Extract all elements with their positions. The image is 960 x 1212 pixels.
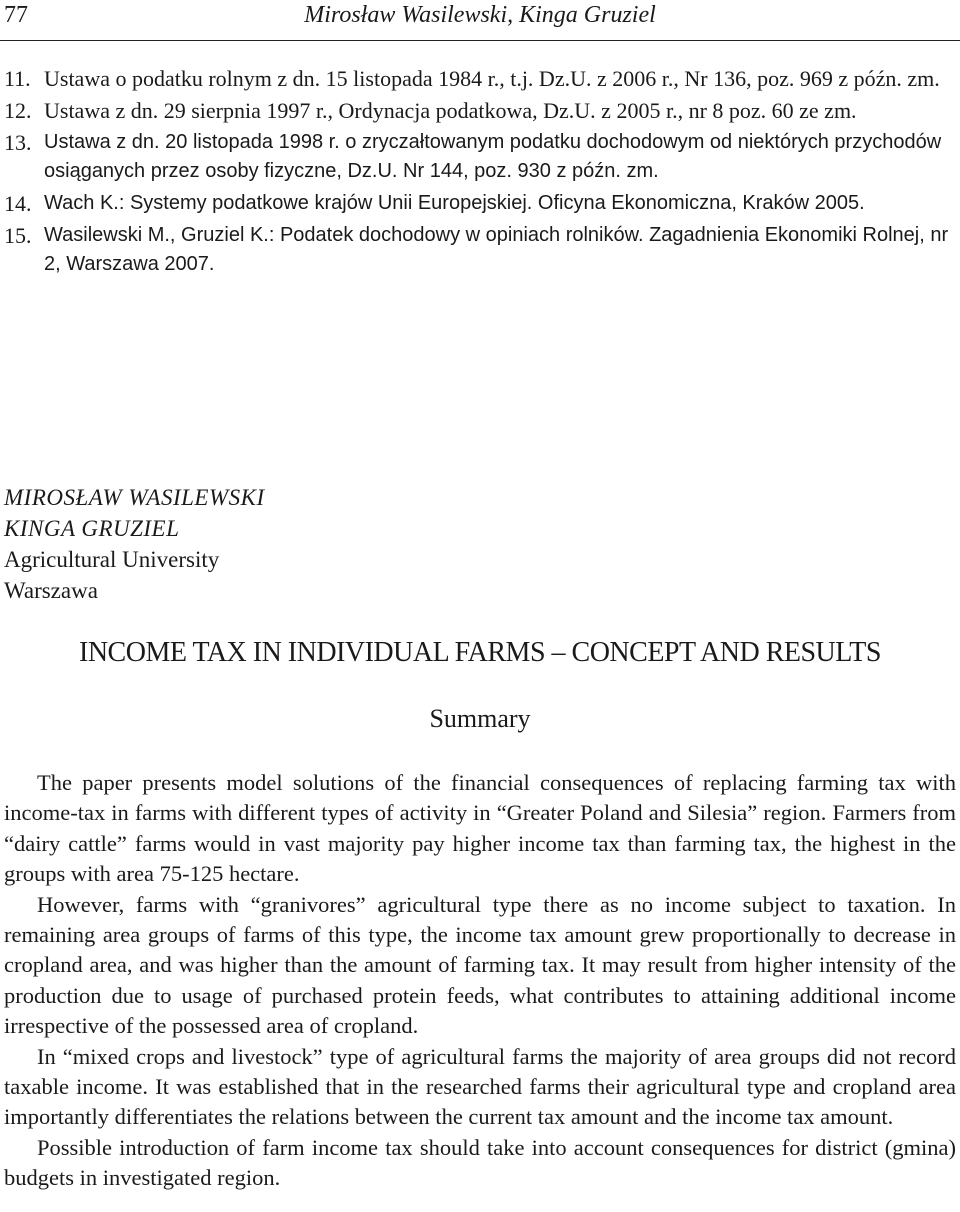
author-name: KINGA GRUZIEL <box>4 516 180 541</box>
reference-item <box>4 221 956 279</box>
reference-number: 15. <box>4 223 32 248</box>
summary-body <box>4 768 956 1194</box>
page-number: 77 <box>4 2 28 28</box>
reference-item <box>4 96 956 125</box>
author-name: MIROSŁAW WASILEWSKI <box>4 485 265 510</box>
reference-number: 14. <box>4 191 32 216</box>
reference-text: Wach K.: Systemy podatkowe krajów Unii Europejskiej. Oficyna Ekonomiczna, Kraków 2005. <box>44 192 865 214</box>
summary-paragraph: However, farms with “granivores” agricultural type there as no income subject to taxation. In remaining area groups of farms of this type, the income tax amount grew proportionally to decrease in cropland area, and was higher than the amount of farming tax. It may result from higher intensity of the production due to usage of purchased protein feeds, what contributes to attaining additional income irrespective of the possessed area of cropland. <box>4 891 956 1039</box>
summary-heading: Summary <box>429 704 531 733</box>
author-block <box>4 482 265 606</box>
summary-paragraph: Possible introduction of farm income tax should take into account consequences for district (gmina) budgets in investigated region. <box>4 1134 956 1191</box>
reference-number: 11. <box>4 66 31 91</box>
summary-paragraph: The paper presents model solutions of the financial consequences of replacing farming tax with income-tax in farms with different types of activity in “Greater Poland and Silesia” region. Farmers from “dairy cattle” farms would in vast majority pay higher income tax than farming tax, the highest in the groups with area 75-125 hectare. <box>4 770 956 887</box>
reference-text: Ustawa z dn. 29 sierpnia 1997 r., Ordynacja podatkowa, Dz.U. z 2005 r., nr 8 poz. 60 ze zm. <box>44 98 857 123</box>
reference-list <box>4 64 956 282</box>
reference-item <box>4 189 956 218</box>
reference-text: Wasilewski M., Gruziel K.: Podatek dochodowy w opiniach rolników. Zagadnienia Ekonomiki Rolnej, nr 2, Warszawa 2007. <box>44 224 949 275</box>
reference-text: Ustawa o podatku rolnym z dn. 15 listopada 1984 r., t.j. Dz.U. z 2006 r., Nr 136, poz. 969 z późn. zm. <box>44 66 940 91</box>
city: Warszawa <box>4 578 98 603</box>
reference-number: 13. <box>4 130 32 155</box>
running-title: Mirosław Wasilewski, Kinga Gruziel <box>304 2 656 28</box>
summary-paragraph: In “mixed crops and livestock” type of agricultural farms the majority of area groups did not record taxable income. It was established that in the researched farms their agricultural type and cropland area importantly differentiates the relations between the current tax amount and the income tax amount. <box>4 1043 956 1130</box>
article-title: INCOME TAX IN INDIVIDUAL FARMS – CONCEPT AND RESULTS <box>79 637 881 668</box>
page-header <box>0 0 960 41</box>
affiliation: Agricultural University <box>4 547 220 572</box>
reference-item <box>4 64 956 93</box>
reference-item <box>4 128 956 186</box>
reference-text: Ustawa z dn. 20 listopada 1998 r. o zryczałtowanym podatku dochodowym od niektórych przychodów osiąganych przez osoby fizyczne, Dz.U. Nr 144, poz. 930 z późn. zm. <box>44 131 942 182</box>
reference-number: 12. <box>4 98 32 123</box>
